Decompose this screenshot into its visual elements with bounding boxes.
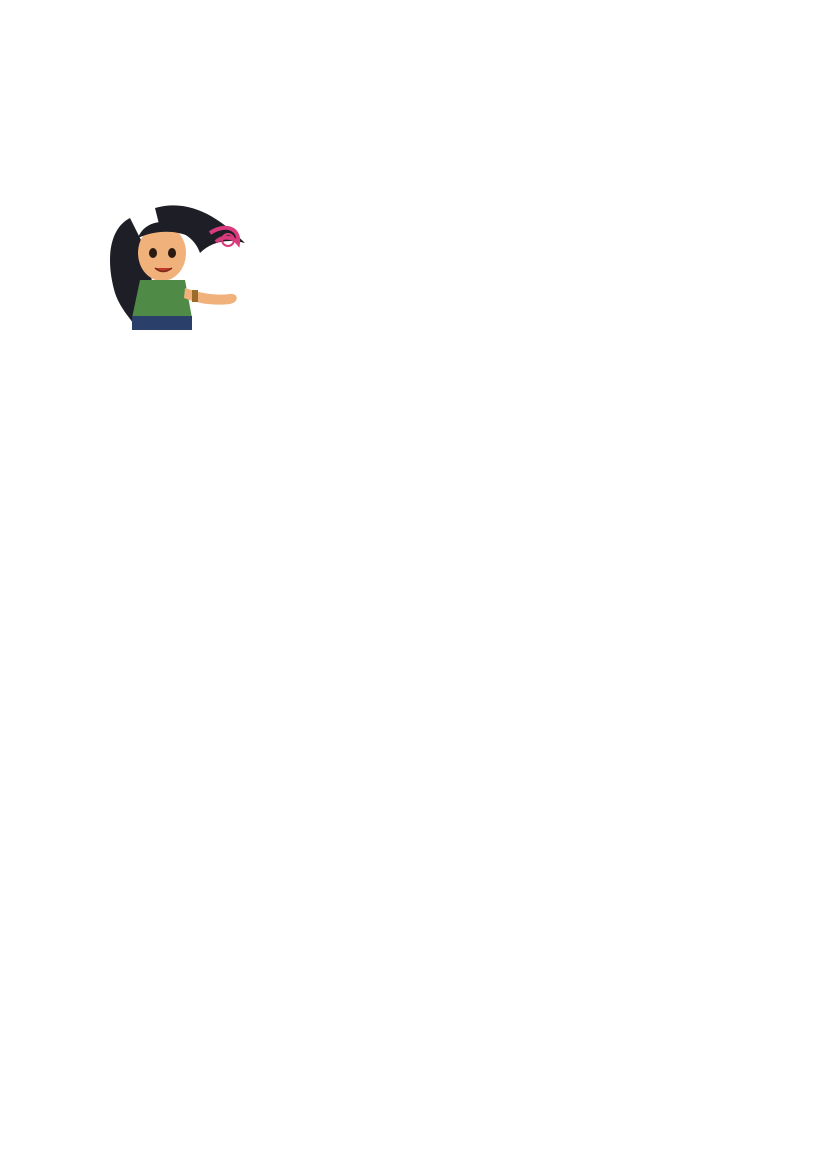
question-list (118, 604, 718, 1007)
question-item (118, 856, 718, 906)
question-item (118, 806, 718, 856)
question-item (118, 604, 718, 654)
question-item (118, 957, 718, 1007)
question-item (118, 755, 718, 805)
reading-passage (96, 240, 728, 333)
question-item (118, 705, 718, 755)
question-item (118, 654, 718, 704)
question-item (118, 906, 718, 956)
